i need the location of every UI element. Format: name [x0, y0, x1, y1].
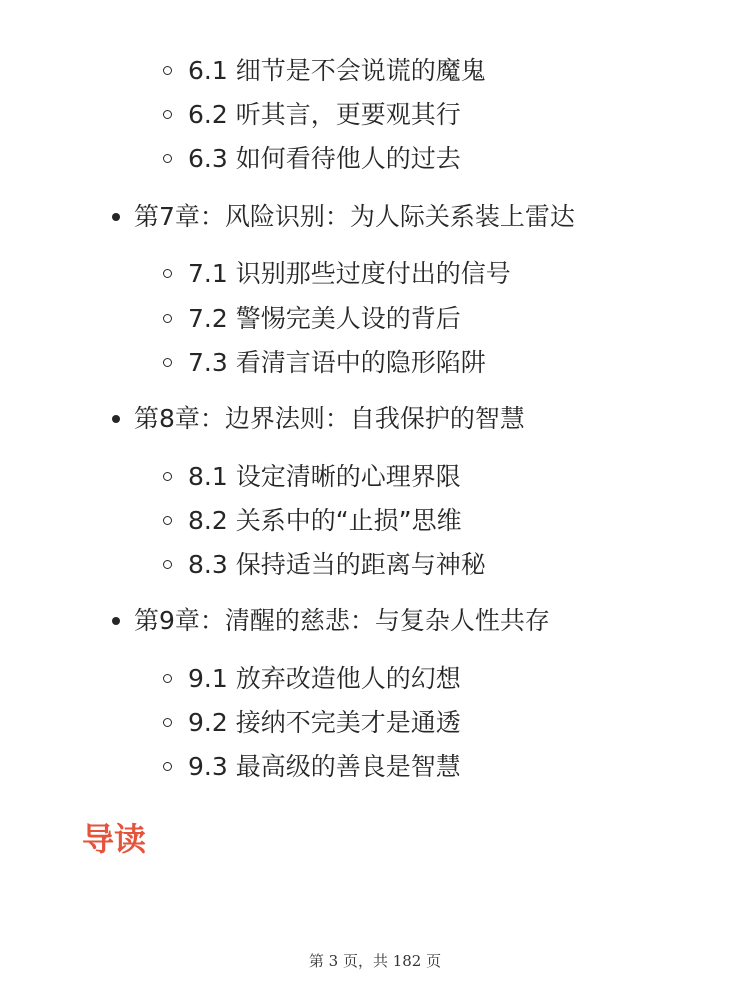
list-bullet-hollow: [163, 66, 172, 75]
list-bullet-hollow: [163, 762, 172, 771]
list-bullet-hollow: [163, 314, 172, 323]
toc-item-8-3: 8.3 保持适当的距离与神秘: [188, 550, 486, 579]
list-bullet: [112, 617, 120, 625]
toc-item-7-1: 7.1 识别那些过度付出的信号: [188, 259, 511, 288]
list-bullet-hollow: [163, 516, 172, 525]
toc-item-9-1: 9.1 放弃改造他人的幻想: [188, 664, 461, 693]
list-bullet-hollow: [163, 674, 172, 683]
list-bullet-hollow: [163, 718, 172, 727]
page-footer: 第 3 页，共 182 页: [308, 952, 442, 970]
toc-item-9-3: 9.3 最高级的善良是智慧: [188, 752, 461, 781]
list-bullet-hollow: [163, 560, 172, 569]
toc-item-8-2: 8.2 关系中的“止损”思维: [188, 506, 462, 535]
list-bullet-hollow: [163, 110, 172, 119]
list-bullet-hollow: [163, 358, 172, 367]
toc-item-7-2: 7.2 警惕完美人设的背后: [188, 304, 461, 333]
toc-chapter-7: 第7章：风险识别：为人际关系装上雷达: [134, 202, 575, 231]
list-bullet-hollow: [163, 472, 172, 481]
toc-item-6-1: 6.1 细节是不会说谎的魔鬼: [188, 56, 486, 85]
toc-item-7-3: 7.3 看清言语中的隐形陷阱: [188, 348, 486, 377]
list-bullet-hollow: [163, 269, 172, 278]
toc-item-8-1: 8.1 设定清晰的心理界限: [188, 462, 461, 491]
section-heading: 导读: [82, 820, 147, 858]
toc-chapter-8: 第8章：边界法则：自我保护的智慧: [134, 404, 525, 433]
toc-item-6-3: 6.3 如何看待他人的过去: [188, 144, 461, 173]
list-bullet: [112, 213, 120, 221]
toc-item-6-2: 6.2 听其言，更要观其行: [188, 100, 461, 129]
list-bullet-hollow: [163, 154, 172, 163]
list-bullet: [112, 415, 120, 423]
toc-item-9-2: 9.2 接纳不完美才是通透: [188, 708, 461, 737]
toc-chapter-9: 第9章：清醒的慈悲：与复杂人性共存: [134, 606, 550, 635]
